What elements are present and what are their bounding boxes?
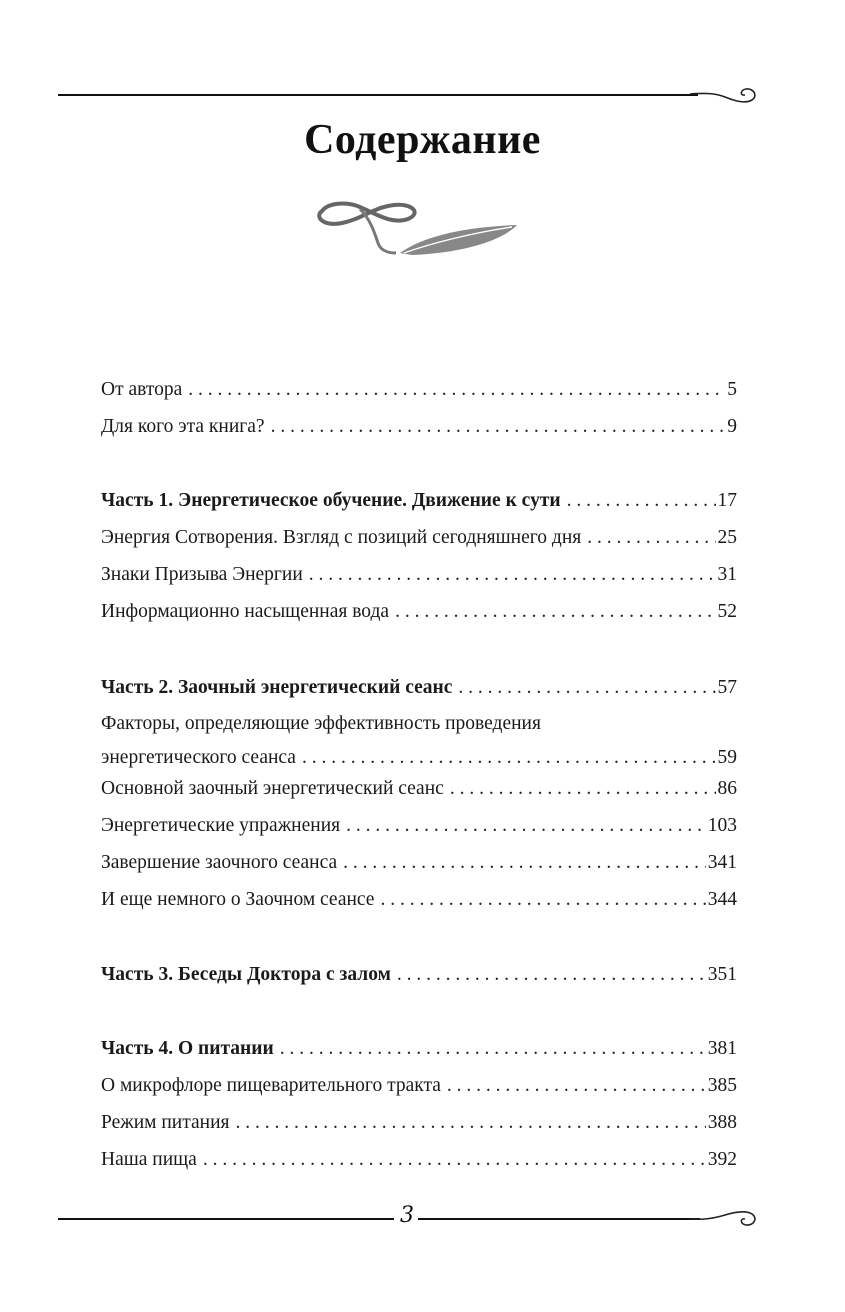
- toc-entry[interactable]: [101, 372, 737, 408]
- infinity-feather-icon: [312, 197, 527, 259]
- toc-entry-page: 25: [717, 527, 737, 548]
- dot-leader: [271, 409, 726, 445]
- toc-entry[interactable]: [101, 882, 737, 918]
- dot-leader: [343, 845, 706, 881]
- toc-part-heading[interactable]: [101, 1031, 737, 1067]
- dot-leader: [309, 557, 716, 593]
- dot-leader: [395, 594, 715, 630]
- dot-leader: [346, 808, 706, 844]
- toc-entry[interactable]: [101, 710, 737, 772]
- page-title: Содержание: [304, 117, 541, 163]
- toc-entry-page: 344: [707, 889, 737, 910]
- dot-leader: [447, 1068, 706, 1104]
- toc-entry-title: Завершение заочного сеанса: [101, 852, 338, 873]
- toc-entry[interactable]: [101, 520, 737, 556]
- toc-entry[interactable]: [101, 808, 737, 844]
- toc-entry-title: От автора: [101, 379, 183, 400]
- toc-entry-page: 351: [707, 964, 737, 985]
- toc-entry-title: Режим питания: [101, 1112, 230, 1133]
- toc-entry-page: 31: [717, 564, 737, 585]
- swirl-ornament-icon: [690, 1206, 760, 1232]
- toc-entry-page: 17: [717, 490, 737, 511]
- dot-leader: [236, 1105, 706, 1141]
- toc-entry-title: Информационно насыщенная вода: [101, 601, 390, 622]
- toc-entry-title: Для кого эта книга?: [101, 416, 265, 437]
- dot-leader: [458, 670, 715, 706]
- toc-entry-title: Часть 1. Энергетическое обучение. Движение к сути: [101, 490, 561, 511]
- dot-leader: [188, 372, 725, 408]
- toc-entry-title: Энергетические упражнения: [101, 815, 341, 836]
- dot-leader: [203, 1142, 706, 1178]
- toc-entry-page: 381: [707, 1038, 737, 1059]
- swirl-ornament-icon: [690, 82, 760, 108]
- top-rule: [58, 94, 698, 96]
- dot-leader: [587, 520, 715, 556]
- toc-entry[interactable]: [101, 1105, 737, 1141]
- toc-entry-page: 388: [707, 1112, 737, 1133]
- dot-leader: [397, 957, 706, 993]
- toc-entry-title: Основной заочный энергетический сеанс: [101, 778, 444, 799]
- toc-entry-title: И еще немного о Заочном сеансе: [101, 889, 375, 910]
- toc-entry[interactable]: [101, 845, 737, 881]
- toc-entry-page: 341: [707, 852, 737, 873]
- toc-entry-title: энергетического сеанса: [101, 747, 296, 768]
- dot-leader: [380, 882, 705, 918]
- toc-entry-title: Энергия Сотворения. Взгляд с позиций сегодняшнего дня: [101, 527, 582, 548]
- toc-entry[interactable]: [101, 771, 737, 807]
- toc-entry-page: 385: [707, 1075, 737, 1096]
- toc-entry-page: 9: [727, 416, 737, 437]
- toc-entry-page: 103: [707, 815, 737, 836]
- toc-part-heading[interactable]: [101, 957, 737, 993]
- toc-entry-page: 392: [707, 1149, 737, 1170]
- toc-entry-title: Часть 3. Беседы Доктора с залом: [101, 964, 391, 985]
- toc-entry-title: Знаки Призыва Энергии: [101, 564, 303, 585]
- dot-leader: [450, 771, 716, 807]
- toc-entry[interactable]: [101, 1068, 737, 1104]
- toc-entry-title: Часть 4. О питании: [101, 1038, 274, 1059]
- page-number: 3: [400, 1203, 414, 1228]
- bottom-rule-left: [58, 1218, 394, 1220]
- toc-entry-page: 86: [717, 778, 737, 799]
- toc-entry-title: Часть 2. Заочный энергетический сеанс: [101, 677, 453, 698]
- toc-part-heading[interactable]: [101, 483, 737, 519]
- toc-entry[interactable]: [101, 1142, 737, 1178]
- dot-leader: [567, 483, 716, 519]
- toc-part-heading[interactable]: [101, 670, 737, 706]
- toc-entry[interactable]: [101, 594, 737, 630]
- toc-entry-title-line1: Факторы, определяющие эффективность проведения: [101, 713, 541, 734]
- dot-leader: [302, 744, 716, 772]
- toc-entry[interactable]: [101, 409, 737, 445]
- toc-entry-page: 52: [717, 601, 737, 622]
- toc-entry-page: 57: [717, 677, 737, 698]
- dot-leader: [280, 1031, 706, 1067]
- toc-entry-title: Наша пища: [101, 1149, 197, 1170]
- toc-entry-page: 5: [727, 379, 737, 400]
- toc-entry-page: 59: [717, 747, 737, 768]
- bottom-rule-right: [418, 1218, 700, 1220]
- toc-entry-title: О микрофлоре пищеварительного тракта: [101, 1075, 441, 1096]
- toc-entry[interactable]: [101, 557, 737, 593]
